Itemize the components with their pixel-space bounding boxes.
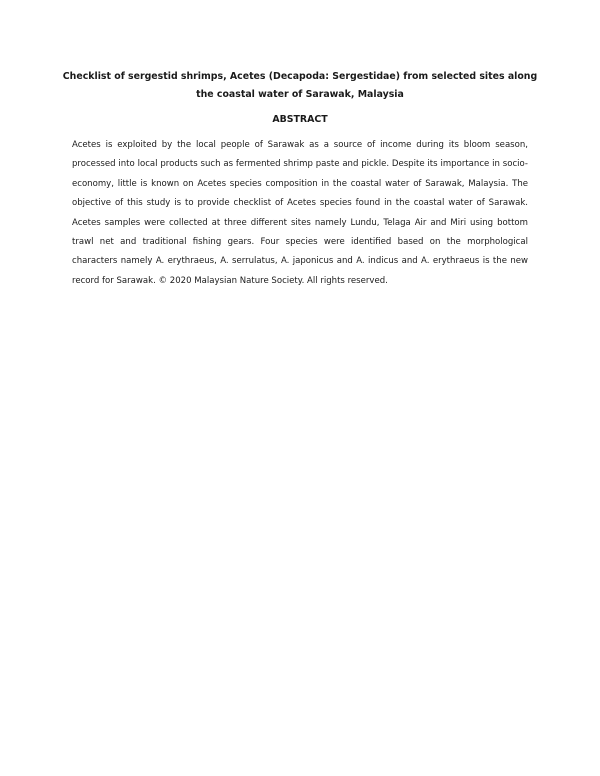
paper-title: Checklist of sergestid shrimps, Acetes (Decapoda: Sergestidae) from selected sites along the coastal water of Sarawak, Malaysia xyxy=(62,71,538,100)
abstract-heading: ABSTRACT xyxy=(272,114,328,125)
abstract-text: Acetes is exploited by the local people of Sarawak as a source of income during its bloom season, processed into local products such as fermented shrimp paste and pickle. Despite its importance in socio-economy, little is known on Acetes species composition in the coastal water of Sarawak, Malaysia. The objective of this study is to provide checklist of Acetes species found in the coastal water of Sarawak. Acetes samples were collected at three different sites namely Lundu, Telaga Air and Miri using bottom trawl net and traditional fishing gears. Four species were identified based on the morphological characters namely A. erythraeus, A. serrulatus, A. japonicus and A. indicus and A. erythraeus is the new record for Sarawak. © 2020 Malaysian Nature Society. All rights reserved. xyxy=(72,140,528,286)
